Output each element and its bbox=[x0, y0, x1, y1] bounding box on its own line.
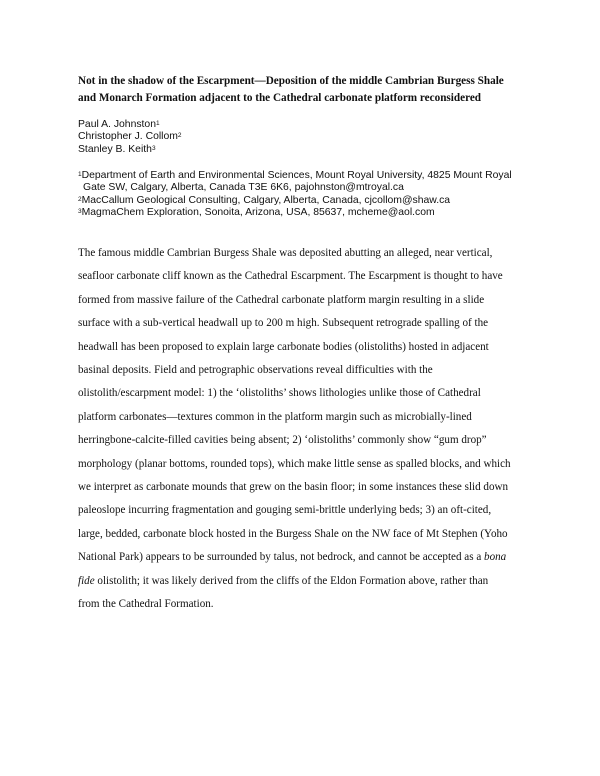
author-name: Christopher J. Collom bbox=[78, 131, 178, 143]
title-line: and Monarch Formation adjacent to the Cathedral carbonate platform reconsidered bbox=[78, 92, 482, 104]
abstract-line: morphology (planar bottoms, rounded tops), which make little sense as spalled blocks, and which bbox=[78, 457, 511, 470]
affiliation-text-continued: Gate SW, Calgary, Alberta, Canada T3E 6K6, pajohnston@mtroyal.ca bbox=[83, 182, 404, 194]
affiliation bbox=[78, 170, 558, 195]
abstract-text: olistolith; it was likely derived from the cliffs of the Eldon Formation above, rather than bbox=[94, 574, 489, 587]
affiliation-mark: 2 bbox=[78, 195, 82, 203]
author bbox=[78, 119, 182, 131]
paper-title bbox=[78, 73, 548, 107]
abstract-line: from the Cathedral Formation. bbox=[78, 598, 214, 611]
abstract-body bbox=[78, 242, 540, 617]
author bbox=[78, 131, 182, 143]
abstract-text: National Park) appears to be surrounded by talus, not bedrock, and cannot be accepted as a bbox=[78, 551, 485, 564]
author-affiliation-mark: 2 bbox=[177, 132, 182, 140]
author-list bbox=[78, 119, 182, 156]
affiliation-text: MagmaChem Exploration, Sonoita, Arizona, USA, 85637, mcheme@aol.com bbox=[81, 207, 435, 219]
abstract-line: large, bedded, carbonate block hosted in the Burgess Shale on the NW face of Mt Stephen (Yoho bbox=[78, 527, 508, 540]
abstract-line: surface with a sub-vertical headwall up to 200 m high. Subsequent retrograde spalling of the bbox=[78, 317, 489, 330]
title-line: Not in the shadow of the Escarpment—Deposition of the middle Cambrian Burgess Shale bbox=[78, 75, 504, 87]
author bbox=[78, 144, 182, 156]
affiliation-mark: 3 bbox=[78, 208, 82, 216]
affiliation-text: Department of Earth and Environmental Sciences, Mount Royal University, 4825 Mount Royal bbox=[81, 170, 512, 181]
abstract-line: basinal deposits. Field and petrographic observations reveal difficulties with the bbox=[78, 364, 433, 377]
affiliation bbox=[78, 207, 558, 219]
author-name: Paul A. Johnston bbox=[78, 119, 156, 130]
abstract-italic-text: fide bbox=[78, 574, 95, 587]
abstract-line: platform carbonates—textures common in the platform margin such as microbially-lined bbox=[78, 410, 472, 423]
abstract-line bbox=[78, 570, 540, 593]
abstract-italic-text: bona bbox=[484, 551, 507, 564]
abstract-line: paleoslope incurring fragmentation and gouging semi-brittle underlying beds; 3) an oft-cited, bbox=[78, 504, 492, 517]
abstract-line: The famous middle Cambrian Burgess Shale was deposited abutting an alleged, near vertical, bbox=[78, 247, 493, 259]
abstract-line: olistolith/escarpment model: 1) the ‘olistoliths’ shows lithologies unlike those of Cathedral bbox=[78, 387, 481, 400]
abstract-line bbox=[78, 546, 540, 569]
affiliation-list bbox=[78, 170, 558, 220]
abstract-line: formed from massive failure of the Cathedral carbonate platform margin resulting in a slide bbox=[78, 293, 485, 306]
abstract-line: herringbone-calcite-filled cavities being absent; 2) ‘olistoliths’ commonly show “gum drop” bbox=[78, 434, 487, 447]
author-name: Stanley B. Keith bbox=[78, 143, 152, 155]
abstract-line: seafloor carbonate cliff known as the Cathedral Escarpment. The Escarpment is thought to have bbox=[78, 270, 503, 283]
author-affiliation-mark: 1 bbox=[156, 120, 160, 127]
abstract-line: headwall has been proposed to explain large carbonate bodies (olistoliths) hosted in adjacent bbox=[78, 340, 489, 353]
abstract-line: we interpret as carbonate mounds that grew on the basin floor; in some instances these slid down bbox=[78, 481, 509, 494]
author-affiliation-mark: 3 bbox=[151, 144, 156, 152]
affiliation-text: MacCallum Geological Consulting, Calgary, Alberta, Canada, cjcollom@shaw.ca bbox=[81, 194, 451, 206]
affiliation bbox=[78, 195, 558, 207]
affiliation-mark: 1 bbox=[78, 171, 82, 178]
